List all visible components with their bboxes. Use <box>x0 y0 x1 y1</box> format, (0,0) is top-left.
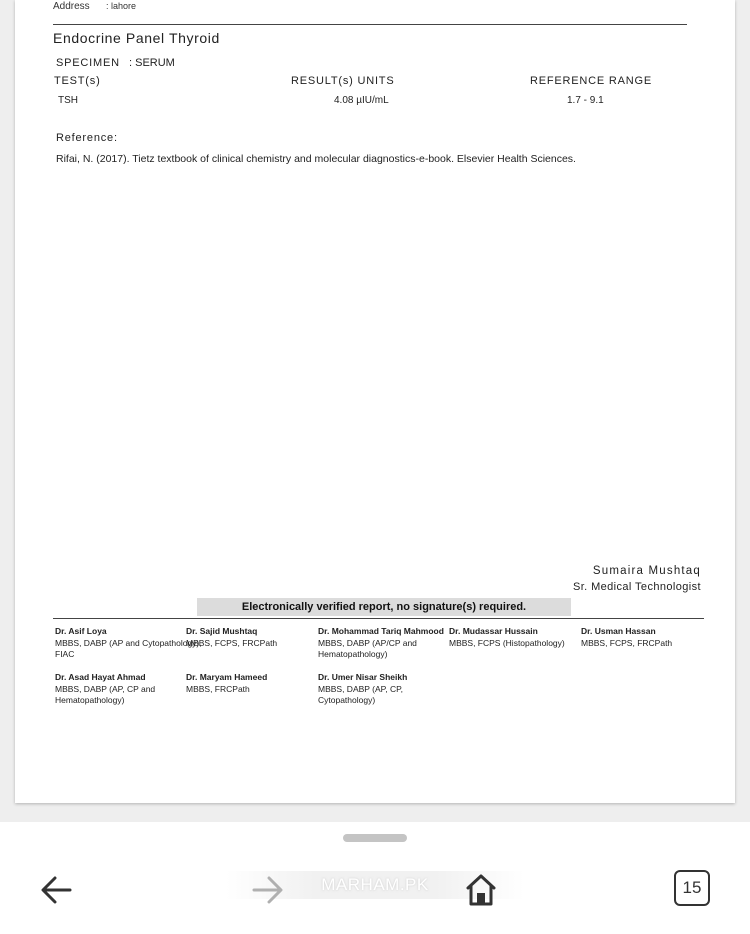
home-button[interactable] <box>461 870 501 910</box>
doctor-quals: MBBS, FRCPath <box>186 683 250 694</box>
report-page <box>15 0 735 803</box>
doctor-name: Dr. Maryam Hameed <box>186 672 268 682</box>
panel-title: Endocrine Panel Thyroid <box>53 30 220 46</box>
forward-button[interactable] <box>248 872 288 908</box>
doctor-quals: MBBS, DABP (AP/CP and Hematopathology) <box>318 637 417 659</box>
row-reference: 1.7 - 9.1 <box>567 95 604 106</box>
reference-citation: Rifai, N. (2017). Tietz textbook of clinical chemistry and molecular diagnostics-e-book. Elsevier Health Sciences. <box>56 153 576 165</box>
doctor-quals: MBBS, DABP (AP, CP, Cytopathology) <box>318 683 404 705</box>
forward-arrow-icon <box>250 874 286 906</box>
doctor-quals: MBBS, FCPS (Histopathology) <box>449 637 565 648</box>
tabs-count: 15 <box>682 878 702 897</box>
back-button[interactable] <box>36 872 76 908</box>
doctor-quals: MBBS, DABP (AP, CP and Hematopathology) <box>55 683 156 705</box>
doctor-card <box>55 672 180 707</box>
doctor-card <box>186 626 336 649</box>
doctor-name: Dr. Mohammad Tariq Mahmood <box>318 626 444 636</box>
bottom-sheet-handle[interactable] <box>343 834 407 842</box>
doctor-name: Dr. Sajid Mushtaq <box>186 626 258 636</box>
column-test: TEST(s) <box>54 75 101 87</box>
specimen-value: : SERUM <box>129 57 175 69</box>
column-result: RESULT(s) UNITS <box>291 75 395 87</box>
doctor-quals: MBBS, FCPS, FRCPath <box>186 637 278 648</box>
doctor-card <box>318 626 448 661</box>
column-reference: REFERENCE RANGE <box>530 75 653 87</box>
doctor-name: Dr. Asad Hayat Ahmad <box>55 672 146 682</box>
doctor-card <box>449 626 569 649</box>
doctor-card <box>318 672 438 707</box>
address-label: Address <box>53 1 90 12</box>
doctor-name: Dr. Umer Nisar Sheikh <box>318 672 408 682</box>
row-test: TSH <box>58 95 78 106</box>
header-divider <box>53 24 687 25</box>
doctor-quals: MBBS, DABP (AP and Cytopathology), FIAC <box>55 637 202 659</box>
signatory-name: Sumaira Mushtaq <box>592 565 701 577</box>
row-result: 4.08 µIU/mL <box>334 95 389 106</box>
doctor-name: Dr. Mudassar Hussain <box>449 626 538 636</box>
doctor-name: Dr. Usman Hassan <box>581 626 656 636</box>
reference-label: Reference: <box>56 132 118 144</box>
doctor-card <box>581 626 706 649</box>
doctor-name: Dr. Asif Loya <box>55 626 107 636</box>
home-icon <box>463 872 499 908</box>
doctor-card <box>186 672 336 695</box>
tabs-count-button[interactable] <box>674 870 710 906</box>
site-watermark: MARHAM.PK <box>226 871 524 899</box>
doctor-quals: MBBS, FCPS, FRCPath <box>581 637 673 648</box>
verified-note: Electronically verified report, no signature(s) required. <box>197 598 571 616</box>
specimen-label: SPECIMEN <box>56 57 120 69</box>
footer-divider <box>53 618 704 619</box>
doctor-card <box>55 626 205 661</box>
signatory-role: Sr. Medical Technologist <box>572 581 701 593</box>
back-arrow-icon <box>38 874 74 906</box>
address-value: : lahore <box>106 1 137 11</box>
